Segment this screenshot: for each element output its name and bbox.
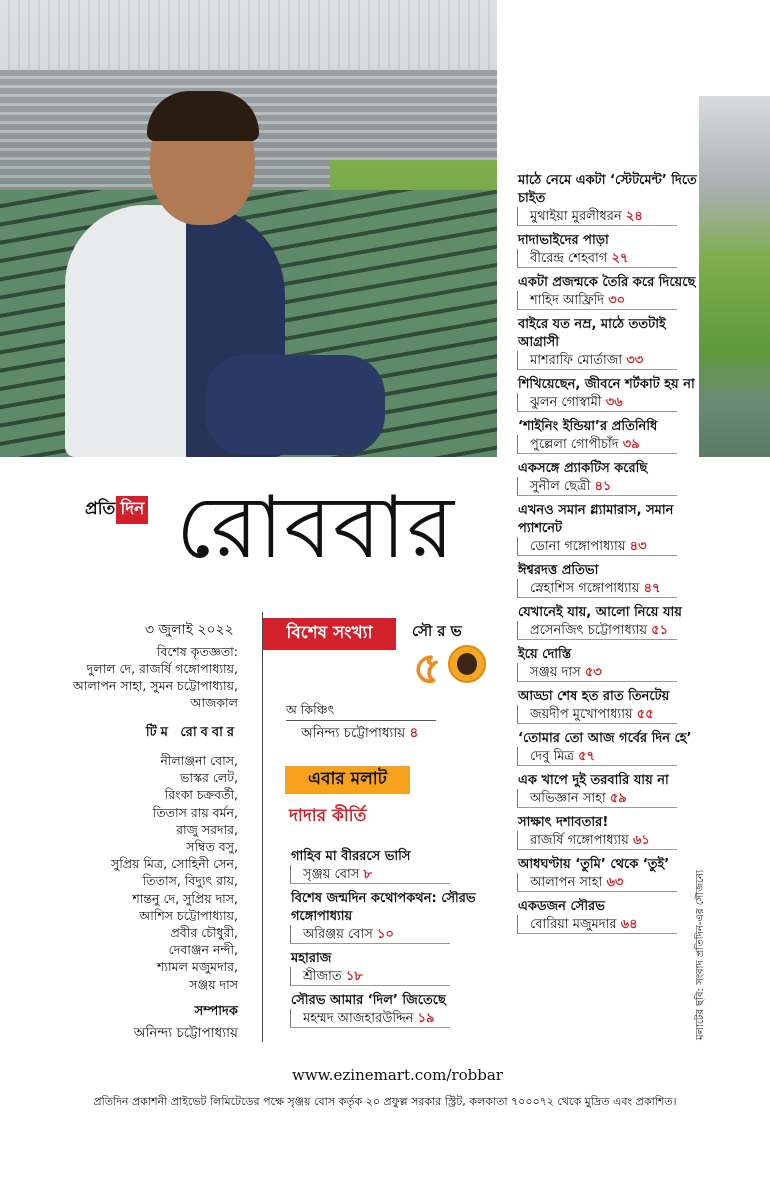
contents-item [291,992,491,1028]
okinchit-entry: অনিন্দ্য চট্টোপাধ্যায় ৪ [301,725,419,741]
article-title: এক খাপে দুই তরবারি যায় না [518,773,669,788]
article-author: সঞ্জয় দাস ৫৩ [518,664,703,682]
article-author: বোরিয়া মজুমদার ৬৪ [518,916,703,934]
article-title: সৌরভ আমার ‘দিল’ জিতেছে [291,993,446,1008]
page-number: ৫৩ [584,665,602,680]
team-member: সঞ্জয় দাস [189,976,238,992]
article-title: ঈশ্বরদত্ত প্রতিভা [518,563,599,578]
article-title: আধঘণ্টায় ‘তুমি’ থেকে ‘তুই’ [518,857,670,872]
team-member: রিংকা চক্রবর্তী, [164,787,238,803]
sourav-face-icon [448,645,486,683]
cover-story-badge: এবার মলাট [285,766,410,794]
page-number: ১০ [377,927,394,942]
page-number: ১৮ [345,969,363,984]
article-title: ইয়ে দোস্তি [518,647,572,662]
contents-item [291,890,491,944]
team-member: শান্তনু দে, সুপ্রিয় দাস, [132,890,238,906]
page-number: ৪৩ [629,539,647,554]
cover-photo [0,0,497,457]
article-title: এখনও সমান গ্ল্যামারাস, সমান প্যাশনেট [518,503,674,536]
team-member: ভাস্কর লেট, [180,770,238,786]
article-author: প্রসেনজিৎ চট্টোপাধ্যায় ৫১ [518,622,703,640]
contents-item [518,814,703,850]
article-author: মুথাইয়া মুরলীধরন ২৪ [518,208,703,226]
article-title: বিশেষ জন্মদিন কথোপকথন: সৌরভ গঙ্গোপাধ্যায় [291,891,476,924]
article-author: অভিজ্ঞান সাহা ৫৯ [518,790,703,808]
special-issue-badge: বিশেষ সংখ্যা [263,618,396,650]
contents-item [518,688,703,724]
team-heading: টিম রোববার [145,725,238,740]
article-title: শিখিয়েছেন, জীবনে শর্টকাট হয় না [518,377,695,392]
article-author: শ্রীজাত ১৮ [291,968,491,986]
contents-item [518,646,703,682]
contents-item [518,418,703,454]
team-member: তিতাস, বিদ্যুৎ রায়, [142,873,238,889]
team-list [60,752,238,993]
cover-story-contents [291,848,491,1034]
article-title: মহারাজ [291,951,332,966]
article-title: যেখানেই যায়, আলো নিয়ে যায় [518,605,682,620]
team-member: রাজু সরদার, [176,821,238,837]
team-member: নীলাঞ্জনা বোস, [160,753,238,768]
article-author: মাশরাফি মোর্তাজা ৩৩ [518,352,703,370]
page-number: ৫৯ [609,791,627,806]
contents-item [518,772,703,808]
page-number: ৩৯ [622,437,640,452]
page-number: ৩৬ [605,395,623,410]
page-number: ৮ [363,867,372,882]
page-number: ৩০ [608,293,626,308]
article-author: স্নেহাশিস গঙ্গোপাধ্যায় ৪৭ [518,580,703,598]
article-author: দেবু মিত্র ৫৭ [518,748,703,766]
article-author: মহম্মদ আজহারউদ্দিন ১৯ [291,1010,491,1028]
article-author: ডোনা গঙ্গোপাধ্যায় ৪৩ [518,538,703,556]
article-author: রাজর্ষি গঙ্গোপাধ্যায় ৬১ [518,832,703,850]
contents-item [518,856,703,892]
photo-credit: মলাটের ছবি: সংবাদ প্রতিদিন-এর সৌজন্যে [695,869,706,1040]
article-author: বীরেন্দ্র শেহবাগ ২৭ [518,250,703,268]
team-member: প্রবীর চৌধুরী, [170,925,238,941]
page-number: ৪১ [594,479,612,494]
website-url[interactable]: www.ezinemart.com/robbar [292,1066,503,1084]
contents-list [518,172,703,940]
page-number: ৬১ [632,833,650,848]
special-thanks: বিশেষ কৃতজ্ঞতা: দুলাল দে, রাজর্ষি গঙ্গোপাধ্যায়, আলাপন সাহা, সুমন চট্টোপাধ্যায়, আজকাল [72,644,238,710]
stadium-strip-photo [699,96,770,457]
article-title: দাদাভাইদের পাড়া [518,233,609,248]
contents-item [518,232,703,268]
page-number: ৩৩ [626,353,644,368]
contents-item [291,950,491,986]
sourav-label: সৌরভ [412,622,467,640]
page-number: ৫১ [651,623,669,638]
page-number: ২৪ [625,209,643,224]
article-author: সুনীল ছেত্রী ৪১ [518,478,703,496]
page-number: ৫৫ [636,707,654,722]
article-title: গাহিব মা বীররসে ভাসি [291,849,411,864]
contents-item [518,274,703,310]
article-author: জয়দীপ মুখোপাধ্যায় ৫৫ [518,706,703,724]
team-member: সম্বিত বসু, [186,839,238,855]
article-title: ‘শাইনিং ইন্ডিয়া’র প্রতিনিধি [518,419,658,434]
article-title: মাঠে নেমে একটা ‘স্টেটমেন্ট’ দিতে চাইত [518,173,697,206]
page-number: ৬৪ [620,917,638,932]
article-title: বাইরে যত নম্র, মাঠে ততটাই আগ্রাসী [518,317,666,350]
page-number: ১৯ [417,1011,435,1026]
article-author: শাহিদ আফ্রিদি ৩০ [518,292,703,310]
article-title: সাক্ষাৎ দশাবতার! [518,815,609,830]
cover-person [55,95,285,457]
fifty-emblem: ৫ [413,643,485,683]
team-member: শ্যামল মজুমদার, [157,959,238,975]
masthead-title: রোববার [176,478,456,578]
page-number: ৬৩ [606,875,624,890]
column-divider [262,612,263,1042]
cover-story-title: দাদার কীর্তি [289,806,367,826]
page-number: ৪৭ [643,581,661,596]
team-member: সুপ্রিয় মিত্র, সোহিনী সেন, [110,856,238,872]
team-member: তিতাস রায় বর্মন, [152,804,238,820]
contents-item [518,898,703,934]
article-author: সৃঞ্জয় বোস ৮ [291,866,491,884]
article-author: অরিঞ্জয় বোস ১০ [291,926,491,944]
team-member: আশিস চট্টোপাধ্যায়, [139,907,238,923]
article-title: একসঙ্গে প্র্যাকটিস করেছি [518,461,648,476]
contents-item [518,730,703,766]
article-title: একডজন সৌরভ [518,899,605,914]
contents-item [518,172,703,226]
article-title: আড্ডা শেষ হত রাত তিনটেয় [518,689,670,704]
page-number: ২৭ [611,251,629,266]
article-title: একটা প্রজন্মকে তৈরি করে দিয়েছে [518,275,696,290]
pratidin-logo: প্রতি দিন [85,498,148,522]
publisher-footer: প্রতিদিন প্রকাশনী প্রাইভেট লিমিটেডের পক্ষে সৃঞ্জয় বোস কর্তৃক ২০ প্রফুল্ল সরকার স্ট্রিট, কলকাতা ৭০০০৭২ থেকে মুদ্রিত এবং প্রকাশিত। [93,1095,677,1108]
contents-item [291,848,491,884]
issue-date: ৩ জুলাই ২০২২ [145,622,234,638]
contents-item [518,460,703,496]
okinchit-label: অ কিঞ্চিৎ [286,702,335,717]
team-member: দেবাঞ্জন নন্দী, [168,942,238,958]
article-author: পুল্লেলা গোপীচাঁদ ৩৯ [518,436,703,454]
contents-item [518,502,703,556]
article-author: আলাপন সাহা ৬৩ [518,874,703,892]
article-author: ঝুলন গোস্বামী ৩৬ [518,394,703,412]
article-title: ‘তোমার তো আজ গর্বের দিন হে’ [518,731,692,746]
page-number: ৫৭ [578,749,595,764]
contents-item [518,316,703,370]
contents-item [518,376,703,412]
okinchit-rule [286,720,436,721]
editor-heading: সম্পাদক [194,1004,238,1019]
editor-name: অনিন্দ্য চট্টোপাধ্যায় [133,1025,238,1041]
contents-item [518,562,703,598]
contents-item [518,604,703,640]
